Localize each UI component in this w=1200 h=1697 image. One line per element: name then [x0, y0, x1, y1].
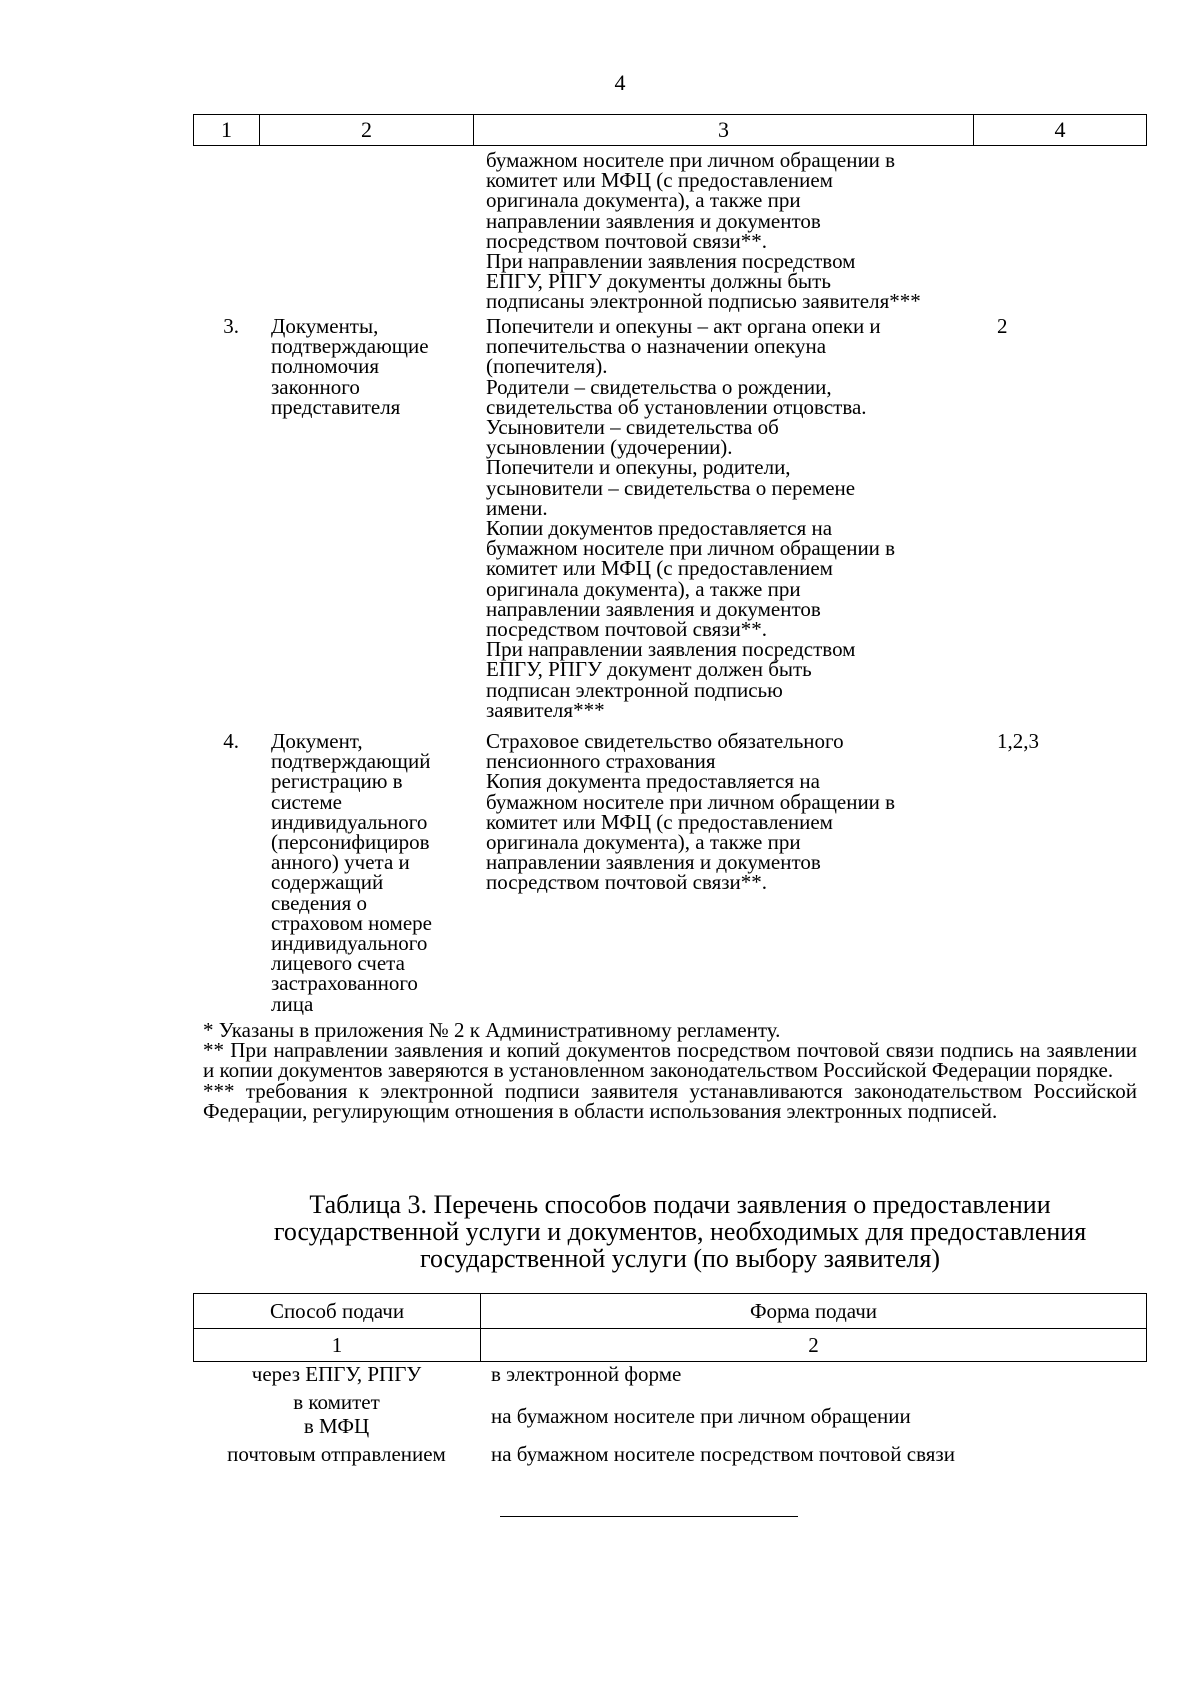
continuation-text	[486, 150, 978, 312]
document-description	[486, 731, 978, 893]
submission-form: в электронной форме	[491, 1362, 682, 1386]
title-line: государственной услуги (по выбору заявителя)	[419, 1244, 941, 1273]
document-name	[271, 731, 461, 1014]
text-line: бумажном носителе при личном обращении в	[486, 536, 896, 561]
text-line: подписаны электронной подписью заявителя***	[486, 289, 921, 314]
column-number: 1	[194, 1329, 481, 1362]
text-line: бумажном носителе при личном обращении в	[486, 148, 896, 172]
text-line: бумажном носителе при личном обращении в	[486, 789, 896, 814]
footnote: * Указаны в приложения № 2 к Административному регламенту.	[203, 1018, 781, 1042]
page-number: 4	[614, 70, 626, 95]
text-line: усыновлении (удочерении).	[486, 435, 733, 460]
text-line: направлении заявления и документов	[486, 208, 821, 233]
end-rule	[500, 1516, 798, 1517]
text-line: Копии документов предоставляется на	[486, 516, 833, 541]
text-line: подтверждающие	[271, 334, 429, 359]
text-line: ЕПГУ, РПГУ документы должны быть	[486, 269, 831, 294]
submission-method	[193, 1390, 480, 1438]
column-number: 3	[474, 115, 974, 146]
text-line: При направлении заявления посредством	[486, 637, 856, 662]
text-line: попечительства о назначении опекуна	[486, 334, 827, 359]
text-line: При направлении заявления посредством	[486, 249, 856, 274]
text-line: содержащий	[271, 870, 384, 895]
text-line: свидетельства об установлении отцовства.	[486, 394, 867, 419]
title-line: Таблица 3. Перечень способов подачи заявления о предоставлении	[309, 1190, 1051, 1219]
text-line: подтверждающий	[271, 749, 431, 774]
text-line: (персонифициров	[271, 830, 430, 855]
document-description	[486, 316, 978, 720]
text-line: законного	[271, 374, 360, 399]
text-line: оригинала документа), а также при	[486, 188, 801, 213]
text-line: имени.	[486, 495, 548, 520]
method-line: в МФЦ	[303, 1414, 370, 1438]
text-line: посредством почтовой связи**.	[486, 617, 768, 642]
submission-form: на бумажном носителе посредством почтовой связи	[491, 1442, 955, 1466]
document-name	[271, 316, 461, 417]
text-line: полномочия	[271, 354, 379, 379]
footnotes	[203, 1020, 1137, 1121]
row-number: 3.	[223, 314, 239, 338]
table3-title	[220, 1191, 1140, 1272]
text-line: комитет или МФЦ (с предоставлением	[486, 809, 833, 834]
text-line: анного) учета и	[271, 850, 410, 875]
text-line: пенсионного страхования	[486, 749, 716, 774]
footnote: ** При направлении заявления и копий документов посредством почтовой связи подпись на заявлении и копии документов заверяются в установленном законодательством Российской Федерации порядке.	[203, 1038, 1137, 1083]
text-line: регистрацию в	[271, 769, 403, 794]
text-line: направлении заявления и документов	[486, 596, 821, 621]
text-line: усыновители – свидетельства о перемене	[486, 475, 856, 500]
text-line: лица	[271, 991, 314, 1016]
column-number: 2	[260, 115, 474, 146]
text-line: комитет или МФЦ (с предоставлением	[486, 168, 833, 193]
text-line: комитет или МФЦ (с предоставлением	[486, 556, 833, 581]
text-line: лицевого счета	[271, 951, 405, 976]
text-line: Документ,	[271, 729, 363, 753]
submission-method: через ЕПГУ, РПГУ	[251, 1362, 422, 1386]
text-line: Копия документа предоставляется на	[486, 769, 820, 794]
submission-form: на бумажном носителе при личном обращении	[491, 1404, 911, 1428]
column-number-header	[193, 114, 1147, 146]
text-line: представителя	[271, 394, 401, 419]
text-line: заявителя***	[486, 697, 605, 722]
column-header: Форма подачи	[481, 1294, 1147, 1329]
column-number: 4	[974, 115, 1147, 146]
row-number: 4.	[223, 729, 239, 753]
submission-method: почтовым отправлением	[227, 1442, 446, 1466]
text-line: оригинала документа), а также при	[486, 830, 801, 855]
text-line: Страховое свидетельство обязательного	[486, 729, 844, 753]
column-header: Способ подачи	[194, 1294, 481, 1329]
text-line: ЕПГУ, РПГУ документ должен быть	[486, 657, 812, 682]
column-number: 1	[194, 115, 260, 146]
text-line: Усыновители – свидетельства об	[486, 415, 779, 440]
method-line: в комитет	[293, 1390, 380, 1414]
text-line: Попечители и опекуны, родители,	[486, 455, 791, 480]
text-line: индивидуального	[271, 809, 428, 834]
text-line: страховом номере	[271, 910, 432, 935]
text-line: Попечители и опекуны – акт органа опеки и	[486, 314, 881, 338]
text-line: застрахованного	[271, 971, 418, 996]
appendix-reference: 2	[997, 314, 1008, 338]
footnote: *** требования к электронной подписи заявителя устанавливаются законодательством Российской Федерации, регулирующим отношения в области использования электронных подписей.	[203, 1078, 1137, 1123]
column-number: 2	[481, 1329, 1147, 1362]
text-line: посредством почтовой связи**.	[486, 228, 768, 253]
text-line: Родители – свидетельства о рождении,	[486, 374, 832, 399]
text-line: Документы,	[271, 314, 379, 338]
text-line: (попечителя).	[486, 354, 608, 379]
appendix-reference: 1,2,3	[997, 729, 1039, 753]
text-line: системе	[271, 789, 342, 814]
text-line: направлении заявления и документов	[486, 850, 821, 875]
table3-header	[193, 1293, 1147, 1362]
text-line: оригинала документа), а также при	[486, 576, 801, 601]
text-line: подписан электронной подписью	[486, 677, 783, 702]
title-line: государственной услуги и документов, необходимых для предоставления	[273, 1217, 1087, 1246]
text-line: индивидуального	[271, 931, 428, 956]
text-line: посредством почтовой связи**.	[486, 870, 768, 895]
text-line: сведения о	[271, 890, 368, 915]
